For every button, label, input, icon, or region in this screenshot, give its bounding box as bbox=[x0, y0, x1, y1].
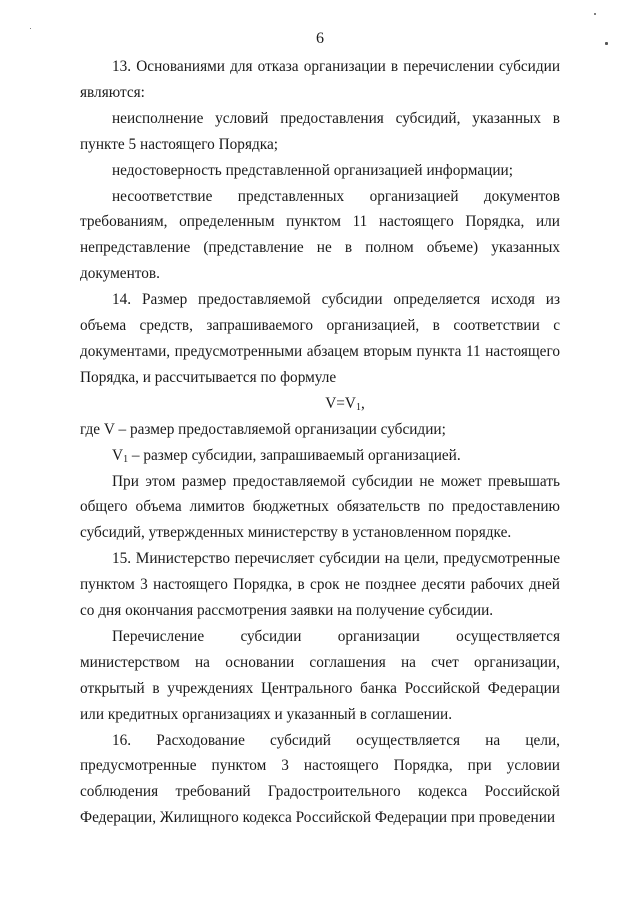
paragraph-15-transfer: Перечисление субсидии организации осуществляется министерством на основании соглашения на счет организации, открытый в учреждениях Центрального банка Российской Федерации или кредитных организациях и указанный в соглашении. bbox=[80, 627, 560, 723]
scan-speck bbox=[605, 42, 608, 45]
paragraph-14: 14. Размер предоставляемой субсидии определяется исходя из объема средств, запрашиваемого организацией, в соответствии с документами, предусмотренными абзацем вторым пункта 11 настоящего Порядка, и рассчитывается по формуле bbox=[80, 291, 560, 386]
scan-speck bbox=[30, 28, 31, 29]
paragraph-15: 15. Министерство перечисляет субсидии на цели, предусмотренные пунктом 3 настоящего Порядка, в срок не позднее десяти рабочих дней со дня окончания рассмотрения заявки на получение субсидии. bbox=[80, 550, 560, 620]
paragraph-13-item-2: недостоверность представленной организацией информации; bbox=[112, 161, 513, 179]
page-number: 6 bbox=[316, 30, 324, 47]
v1-subscript: 1 bbox=[123, 453, 129, 465]
formula bbox=[80, 391, 560, 417]
formula-subscript: 1 bbox=[355, 401, 361, 413]
v1-symbol: V bbox=[112, 446, 124, 464]
formula-lhs: V=V bbox=[325, 394, 356, 412]
scan-speck bbox=[594, 13, 596, 15]
paragraph-13-item-3: несоответствие представленных организацией документов требованиям, определенным пунктом 11 настоящего Порядка, или непредставление (представление не в полном объеме) указанных документов. bbox=[80, 187, 560, 283]
formula-definition-v1 bbox=[80, 443, 560, 469]
document-body bbox=[80, 54, 560, 831]
paragraph-13: 13. Основаниями для отказа организации в перечислении субсидии являются: bbox=[80, 58, 560, 101]
paragraph-13-item-1: неисполнение условий предоставления субсидий, указанных в пункте 5 настоящего Порядка; bbox=[80, 109, 560, 153]
formula-tail: , bbox=[360, 394, 365, 412]
v1-text: – размер субсидии, запрашиваемый организацией. bbox=[128, 446, 461, 464]
paragraph-16: 16. Расходование субсидий осуществляется на цели, предусмотренные пунктом 3 настоящего Порядка, при условии соблюдения требований Градостроительного кодекса Российской Федерации, Жилищного кодекса Российской Федерации при проведении bbox=[80, 731, 560, 827]
formula-definition-v: где V – размер предоставляемой организации субсидии; bbox=[80, 420, 446, 438]
paragraph-14-limit: При этом размер предоставляемой субсидии не может превышать общего объема лимитов бюджетных обязательств по предоставлению субсидий, утвержденных министерству в установленном порядке. bbox=[80, 472, 560, 542]
